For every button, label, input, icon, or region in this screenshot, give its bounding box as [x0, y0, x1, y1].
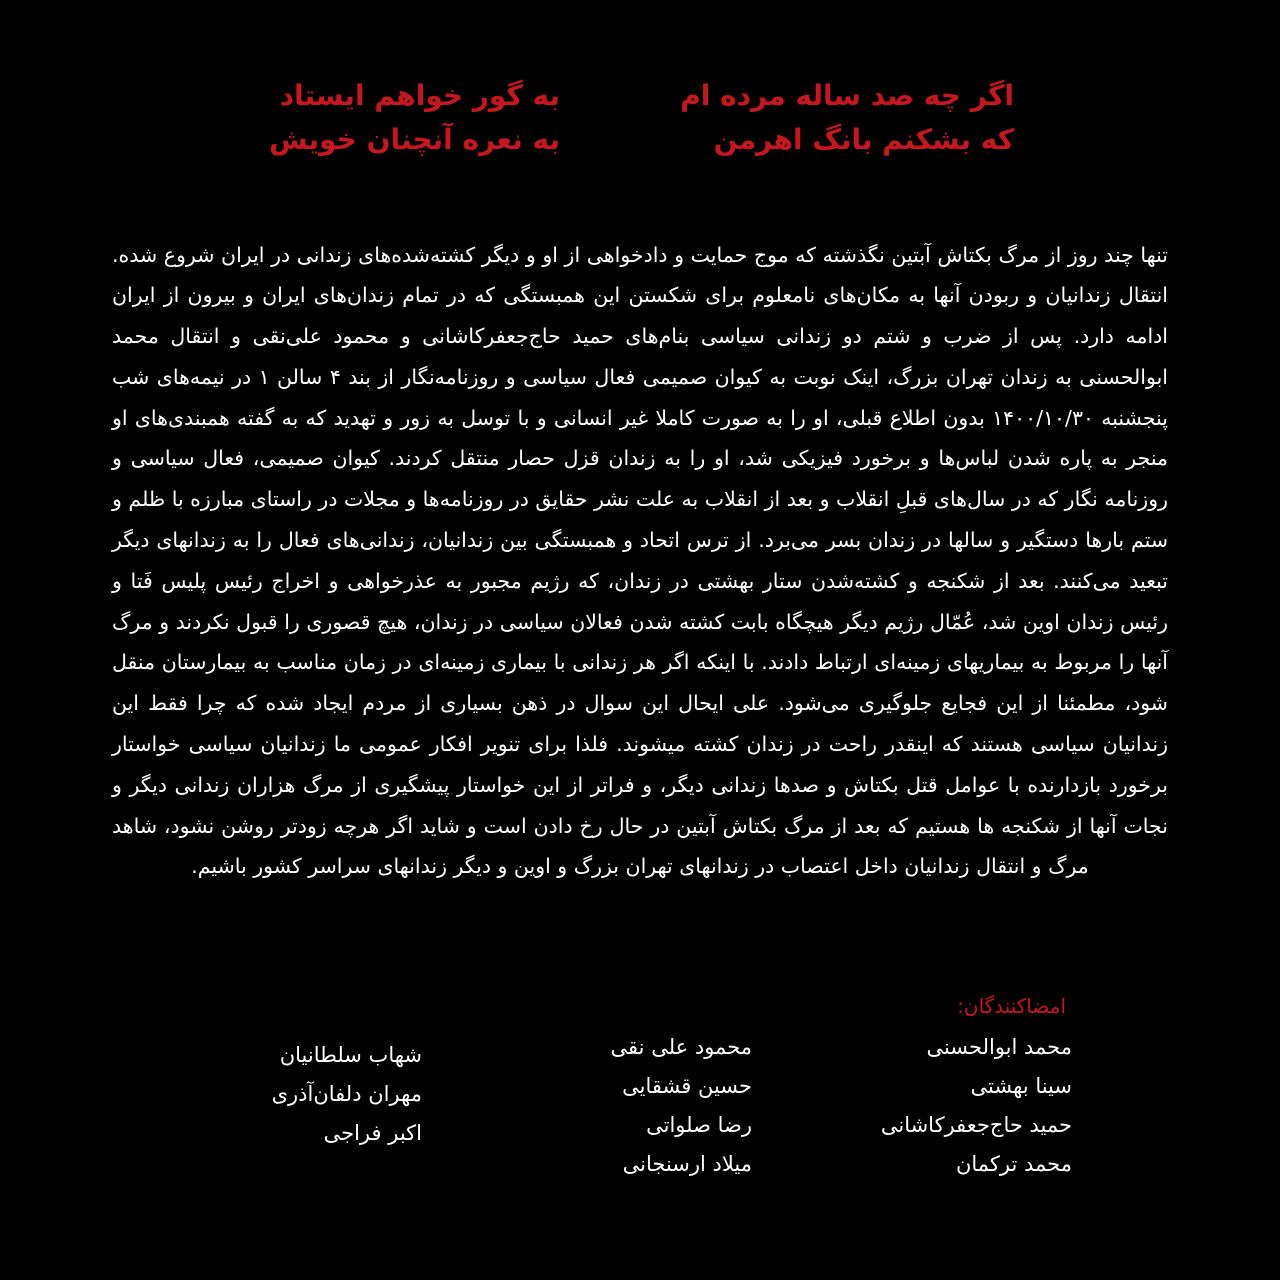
signer-name: محمد ترکمان — [955, 1152, 1072, 1176]
poem-line: اگر چه صد ساله مرده ام — [680, 79, 1014, 112]
poem-line: که بشکنم بانگ اهرمن — [713, 123, 1014, 156]
poem-right-column — [680, 74, 1014, 162]
signer-name: اکبر فراجی — [323, 1121, 422, 1145]
signers-column-1 — [881, 1028, 1072, 1184]
statement-body: تنها چند روز از مرگ بکتاش آبتین نگذشته که موج حمایت و دادخواهی از او و دیگر کشته‌شده‌های زندانی در ایران شروع شده. انتقال زندانیان و ربودن آنها به مکان‌های نامعلوم برای شکستن این همبستگی که در تمام زندان‌های ایران و بیرون از ایران ادامه دارد. پس از ضرب و شتم دو زندانی سیاسی بنام‌های حمید حاج‌جعفرکاشانی و محمود علی‌نقی و انتقال محمد ابوالحسنی به زندان تهران بزرگ، اینک نوبت به کیوان صمیمی فعال سیاسی و روزنامه‌نگار از بند ۴ سالن ۱ در نیمه‌های شب پنجشنبه ۱۴۰۰/۱۰/۳۰ بدون اطلاع قبلی، او را به صورت کاملا غیر انسانی و با توسل به زور و تهدید که به گفته همبندی‌های او منجر به پاره شدن لباس‌ها و برخورد فیزیکی شد، او را به زندان قزل حصار منتقل کردند. کیوان صمیمی، فعال سیاسی و روزنامه نگار که در سال‌های قبلِ انقلاب و بعد از انقلاب به علت نشر حقایق در روزنامه‌ها و مجلات در راستای مبارزه با ظلم و ستم بارها دستگیر و سالها در زندان بسر می‌برد. از ترس اتحاد و همبستگی بین زندانیان، زندانی‌های فعال را به زندانهای دیگر تبعید می‌کنند. بعد از شکنجه و کشته‌شدن ستار بهشتی در زندان، که رژیم مجبور به عذرخواهی و اخراج رئیس پلیس فَتا و رئیس زندان اوین شد، عُمّال رژیم دیگر هیچگاه بابت کشته شدن فعالان سیاسی در زندان، هیچ قصوری را قبول نکردند و مرگ آنها را مربوط به بیماریهای زمینه‌ای ارتباط دادند. با اینکه اگر هر زندانی با بیماری زمینه‌ای در زمان مناسب به بیمارستان منقل شود، مطمئنا از این فجایع جلوگیری می‌شود. علی ایحال این سوال در ذهن بسیاری از مردم ایجاد شده که چرا فقط این زندانیان سیاسی هستند که اینقدر راحت در زندان کشته میشوند. فلذا برای تنویر افکار عمومی ما زندانیان سیاسی خواستار برخورد بازدارنده با عوامل قتل بکتاش و صدها زندانی دیگر، و فراتر از این خواستار پیشگیری از مرگ هزاران زندانی دیگر و نجات آنها از شکنجه ها هستیم که بعد از مرگ بکتاش آبتین در حال رخ دادن است و شاید اگر هرچه زودتر روشن نشود، شاهد مرگ و انتقال زندانیان داخل اعتصاب در زندانهای تهران بزرگ و اوین و دیگر زندانهای سراسر کشور باشیم. — [112, 242, 1168, 879]
poem-line: به نعره آنچنان خویش — [269, 123, 560, 156]
signer-name: رضا صلواتی — [646, 1113, 752, 1137]
signers-column-2 — [611, 1028, 752, 1184]
poem-line: به گور خواهم ایستاد — [279, 79, 560, 112]
signer-name: مهران دلفان‌آذری — [271, 1082, 422, 1106]
signers-column-3 — [272, 1036, 422, 1153]
signer-name: شهاب سلطانیان — [279, 1043, 422, 1067]
signers-title: امضاکنندگان: — [957, 994, 1066, 1018]
signer-name: حسین قشقایی — [622, 1074, 752, 1098]
signer-name: محمود علی نقی — [610, 1035, 752, 1059]
signer-name: محمد ابوالحسنی — [926, 1035, 1072, 1059]
signer-name: حمید حاج‌جعفرکاشانی — [880, 1113, 1072, 1137]
signer-name: میلاد ارسنجانی — [622, 1152, 752, 1176]
poem-left-column — [230, 74, 560, 162]
signer-name: سینا بهشتی — [970, 1074, 1072, 1098]
